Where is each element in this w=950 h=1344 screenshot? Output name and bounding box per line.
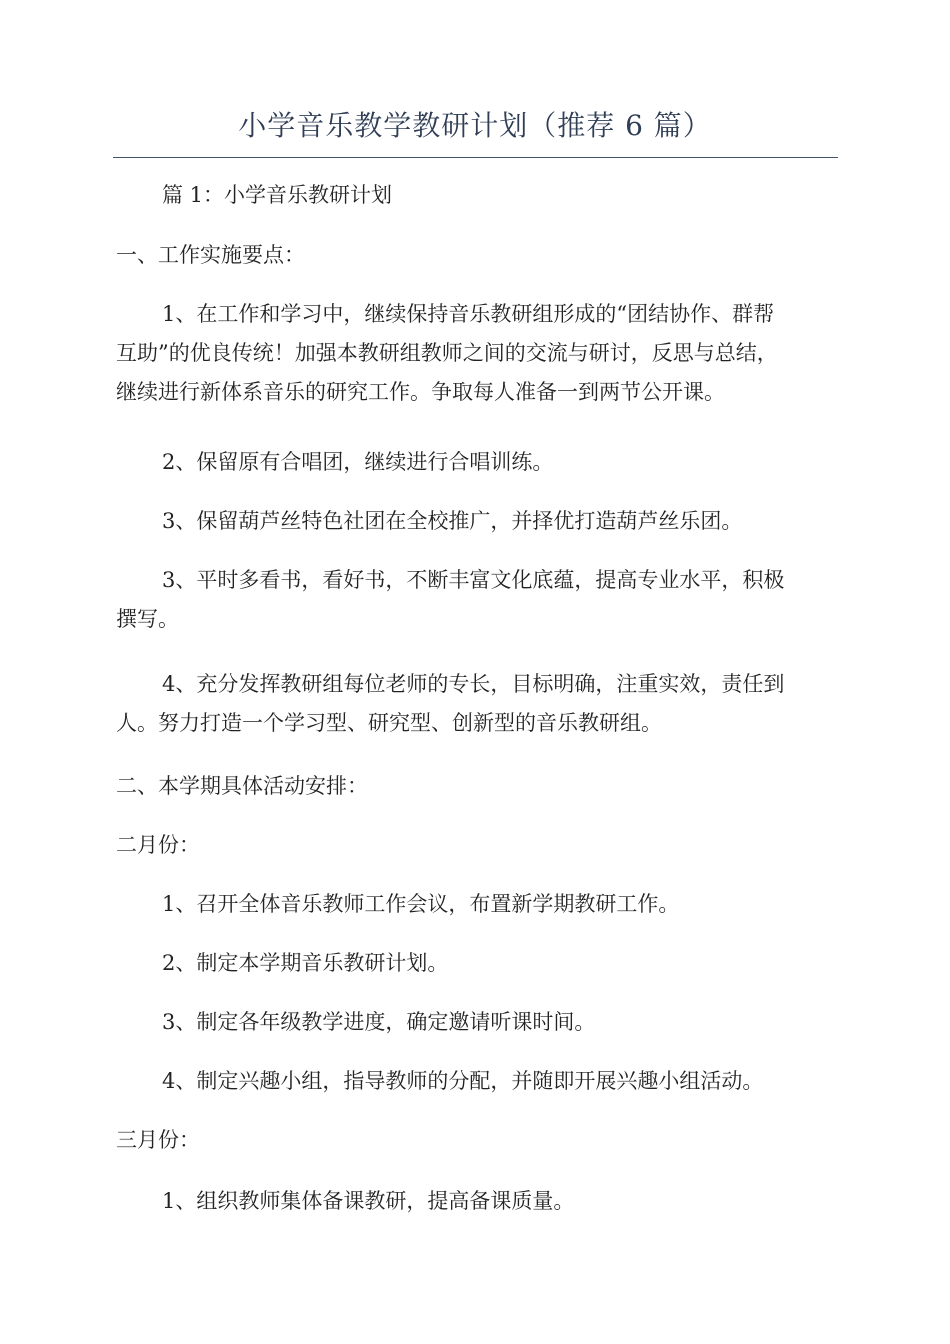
month-heading: 二月份： xyxy=(116,833,200,857)
paragraph-line: 互助”的优良传统！加强本教研组教师之间的交流与研讨，反思与总结， xyxy=(116,341,778,365)
paragraph: 1、在工作和学习中，继续保持音乐教研组形成的“团结协作、群帮 xyxy=(162,302,775,326)
list-item: 3、制定各年级教学进度，确定邀请听课时间。 xyxy=(162,1010,596,1034)
document-title: 小学音乐教学教研计划（推荐 6 篇） xyxy=(238,109,712,142)
paragraph: 3、平时多看书，看好书，不断丰富文化底蕴，提高专业水平，积极 xyxy=(162,568,785,592)
list-item: 2、制定本学期音乐教研计划。 xyxy=(162,951,449,975)
paragraph-line: 继续进行新体系音乐的研究工作。争取每人准备一到两节公开课。 xyxy=(116,380,725,404)
paragraph-line: 撰写。 xyxy=(116,607,179,631)
month-heading: 三月份： xyxy=(116,1128,200,1152)
list-item: 1、组织教师集体备课教研，提高备课质量。 xyxy=(162,1189,575,1213)
part-heading: 二、本学期具体活动安排： xyxy=(116,774,368,798)
title-divider xyxy=(113,157,838,158)
paragraph: 4、充分发挥教研组每位老师的专长，目标明确，注重实效，责任到 xyxy=(162,672,785,696)
part-heading: 一、工作实施要点： xyxy=(116,243,305,267)
paragraph-line: 人。努力打造一个学习型、研究型、创新型的音乐教研组。 xyxy=(116,711,662,735)
section-heading: 篇 1：小学音乐教研计划 xyxy=(162,183,393,207)
list-item: 1、召开全体音乐教师工作会议，布置新学期教研工作。 xyxy=(162,892,680,916)
paragraph: 3、保留葫芦丝特色社团在全校推广，并择优打造葫芦丝乐团。 xyxy=(162,509,743,533)
paragraph: 2、保留原有合唱团，继续进行合唱训练。 xyxy=(162,450,554,474)
list-item: 4、制定兴趣小组，指导教师的分配，并随即开展兴趣小组活动。 xyxy=(162,1069,764,1093)
